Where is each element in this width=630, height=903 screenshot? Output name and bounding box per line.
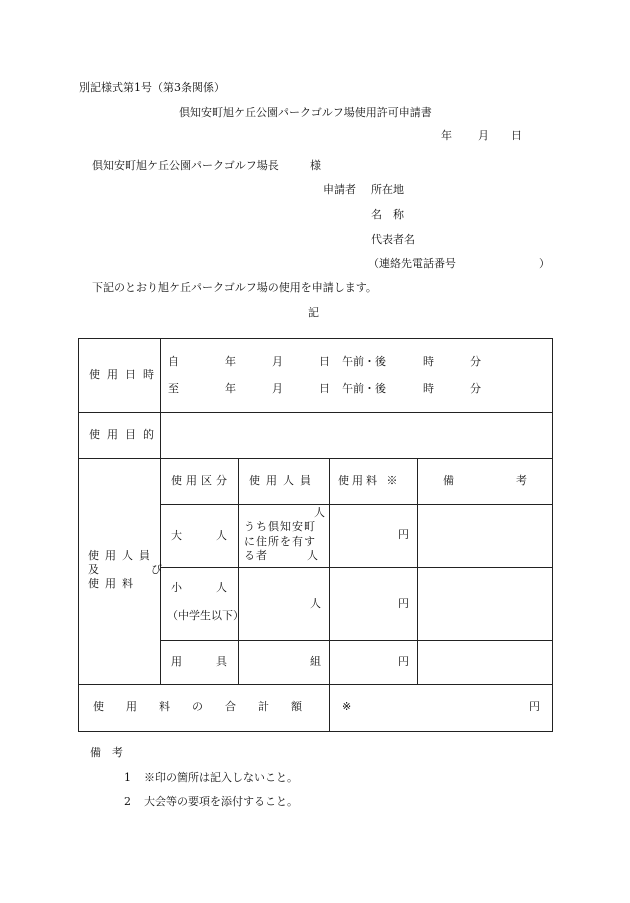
total-label: 使用料の合計額 bbox=[93, 700, 324, 713]
intro-text: 下記のとおり旭ケ丘パークゴルフ場の使用を申請します。 bbox=[92, 281, 377, 294]
form-id: 別記様式第1号（第3条関係） bbox=[79, 81, 225, 94]
applicant-contact-close: ） bbox=[539, 257, 550, 270]
note-1-num: 1 bbox=[124, 771, 131, 784]
applicant-contact-label: （連絡先電話番号 bbox=[368, 257, 456, 270]
adult-resident-unit: 人 bbox=[307, 549, 318, 562]
note-1-text: ※印の箇所は記入しないこと。 bbox=[144, 771, 298, 784]
row-use-purpose bbox=[79, 413, 553, 459]
date-day-label: 日 bbox=[511, 129, 522, 142]
notes-title: 備 考 bbox=[90, 746, 123, 759]
people-fee-label-3: 使用料 bbox=[88, 576, 139, 590]
honorific: 様 bbox=[310, 159, 321, 172]
adult-label: 大人 bbox=[171, 529, 261, 542]
adult-resident-line-2: に住所を有す bbox=[244, 535, 316, 548]
ki-heading: 記 bbox=[308, 306, 319, 319]
note-2-num: 2 bbox=[124, 795, 131, 808]
from-minute: 分 bbox=[470, 355, 481, 368]
child-fee-yen: 円 bbox=[398, 597, 409, 610]
child-remarks-cell[interactable] bbox=[418, 568, 553, 641]
child-label: 小人 bbox=[171, 581, 261, 594]
document-title: 倶知安町旭ケ丘公園パークゴルフ場使用許可申請書 bbox=[179, 106, 432, 119]
total-yen: 円 bbox=[529, 700, 540, 713]
applicant-rep-label: 代表者名 bbox=[371, 233, 415, 246]
people-fee-label-1: 使用人員 bbox=[88, 548, 156, 562]
col-remarks-2: 考 bbox=[516, 474, 527, 487]
date-year-label: 年 bbox=[441, 129, 452, 142]
use-purpose-field[interactable] bbox=[161, 413, 553, 459]
addressee: 倶知安町旭ケ丘公園パークゴルフ場長 bbox=[92, 159, 279, 172]
from-year: 年 bbox=[225, 355, 236, 368]
to-ampm: 午前・後 bbox=[342, 382, 386, 395]
col-remarks-1: 備 bbox=[443, 474, 454, 487]
child-note: （中学生以下） bbox=[167, 609, 244, 622]
to-day: 日 bbox=[319, 382, 330, 395]
applicant-address-label: 所在地 bbox=[371, 183, 404, 196]
adult-people-cell[interactable] bbox=[239, 505, 330, 568]
row-total bbox=[79, 685, 553, 732]
equipment-label: 用具 bbox=[171, 655, 261, 668]
equipment-unit: 組 bbox=[310, 655, 321, 668]
applicant-label: 申請者 bbox=[323, 183, 356, 196]
col-people: 使用人員 bbox=[249, 474, 317, 487]
to-minute: 分 bbox=[470, 382, 481, 395]
from-day: 日 bbox=[319, 355, 330, 368]
from-ampm: 午前・後 bbox=[342, 355, 386, 368]
equipment-fee-yen: 円 bbox=[398, 655, 409, 668]
adult-fee-cell[interactable] bbox=[330, 505, 418, 568]
child-people-cell[interactable] bbox=[239, 568, 330, 641]
adult-unit: 人 bbox=[314, 506, 325, 519]
row-use-datetime bbox=[79, 339, 553, 413]
from-label: 自 bbox=[168, 355, 179, 368]
application-table bbox=[78, 338, 553, 732]
use-datetime-label: 使用日時 bbox=[89, 368, 161, 381]
people-fee-label-2: 及び bbox=[88, 562, 214, 576]
adult-remarks-cell[interactable] bbox=[418, 505, 553, 568]
row-column-headers bbox=[79, 459, 553, 505]
equipment-count-cell[interactable] bbox=[239, 641, 330, 685]
to-label: 至 bbox=[168, 382, 179, 395]
adult-resident-line-1: うち倶知安町 bbox=[244, 520, 316, 533]
to-month: 月 bbox=[272, 382, 283, 395]
child-fee-cell[interactable] bbox=[330, 568, 418, 641]
col-fee: 使用料 ※ bbox=[338, 474, 401, 487]
equipment-remarks-cell[interactable] bbox=[418, 641, 553, 685]
from-month: 月 bbox=[272, 355, 283, 368]
date-month-label: 月 bbox=[478, 129, 489, 142]
note-2-text: 大会等の要項を添付すること。 bbox=[144, 795, 298, 808]
applicant-name-label: 名 称 bbox=[371, 208, 404, 221]
to-year: 年 bbox=[225, 382, 236, 395]
from-hour: 時 bbox=[423, 355, 434, 368]
adult-fee-yen: 円 bbox=[398, 528, 409, 541]
to-hour: 時 bbox=[423, 382, 434, 395]
total-fee-cell[interactable] bbox=[330, 685, 553, 732]
use-purpose-label: 使用目的 bbox=[89, 428, 161, 441]
total-mark: ※ bbox=[342, 700, 352, 713]
equipment-fee-cell[interactable] bbox=[330, 641, 418, 685]
col-category: 使用区分 bbox=[171, 474, 231, 487]
adult-resident-line-3: る者 bbox=[244, 549, 268, 562]
child-unit: 人 bbox=[310, 597, 321, 610]
